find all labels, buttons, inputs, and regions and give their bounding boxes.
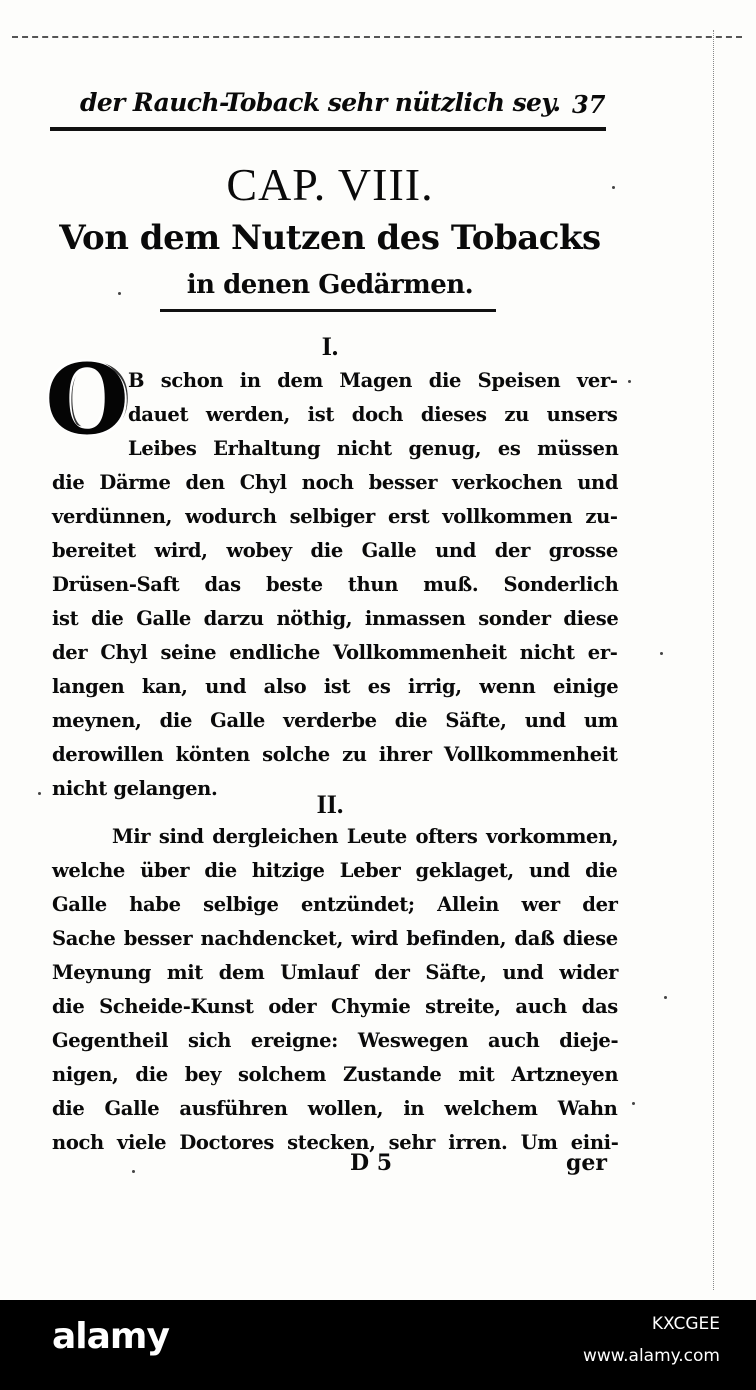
text-line: meynen, die Galle verderbe die Säfte, und um — [52, 709, 618, 732]
drop-cap-letter: O — [45, 343, 129, 456]
watermark-logo: alamy — [52, 1316, 169, 1357]
text-line: langen kan, und also ist es irrig, wenn einige — [52, 675, 619, 698]
text-line: Galle habe selbige entzündet; Allein wer der — [52, 893, 618, 916]
chapter-heading: CAP. VIII. — [226, 159, 434, 210]
section-number-2: II. — [316, 790, 344, 819]
text-line: die Därme den Chyl noch besser verkochen und — [52, 471, 619, 494]
watermark-url: www.alamy.com — [582, 1346, 720, 1366]
ink-speck — [38, 792, 41, 795]
scan-right-edge — [713, 30, 714, 1290]
text-line: Meynung mit dem Umlauf der Säfte, und wider — [52, 961, 619, 984]
text-line: bereitet wird, wobey die Galle und der grosse — [52, 539, 618, 562]
ink-speck — [632, 1102, 635, 1105]
page-number: 37 — [572, 90, 606, 119]
text-line: Drüsen-Saft das beste thun muß. Sonderlich — [52, 573, 619, 596]
ink-speck — [628, 380, 631, 383]
text-line: Sache besser nachdencket, wird befinden, daß diese — [52, 927, 618, 950]
image-code: KXCGEE — [651, 1314, 720, 1334]
text-line: die Galle ausführen wollen, in welchem Wahn — [52, 1097, 618, 1120]
text-line: dauet werden, ist doch dieses zu unsers — [128, 403, 618, 426]
text-line: derowillen könten solche zu ihrer Vollkommenheit — [52, 743, 618, 766]
title-rule — [160, 309, 496, 312]
text-line: Leibes Erhaltung nicht genug, es müssen — [128, 437, 619, 460]
chapter-title-line-2: in denen Gedärmen. — [186, 270, 474, 300]
ink-speck — [612, 186, 615, 189]
text-line: ist die Galle darzu nöthig, inmassen sonder diese — [52, 607, 619, 630]
signature-mark: D 5 — [350, 1150, 393, 1176]
drop-cap — [45, 343, 129, 456]
ink-speck — [118, 292, 121, 295]
header-rule — [50, 127, 606, 131]
section-number-1: I. — [321, 332, 339, 361]
text-line: B schon in dem Magen die Speisen ver- — [128, 369, 618, 392]
text-line: der Chyl seine endliche Vollkommenheit nicht er- — [52, 641, 618, 664]
text-line: noch viele Doctores stecken, sehr irren. Um eini- — [52, 1131, 619, 1154]
text-line: Gegentheil sich ereigne: Weswegen auch dieje- — [52, 1029, 619, 1052]
ink-speck — [132, 1170, 135, 1173]
text-line: die Scheide-Kunst oder Chymie streite, auch das — [52, 995, 618, 1018]
text-line: verdünnen, wodurch selbiger erst vollkommen zu- — [52, 505, 618, 528]
text-line: Mir sind dergleichen Leute ofters vorkommen, — [112, 825, 619, 848]
scan-top-edge — [12, 36, 742, 38]
running-head: der Rauch-Toback sehr nützlich sey. — [80, 88, 561, 117]
catchword: ger — [566, 1150, 607, 1176]
ink-speck — [660, 652, 663, 655]
chapter-title-line-1: Von dem Nutzen des Tobacks — [59, 218, 601, 258]
text-line: welche über die hitzige Leber geklaget, und die — [52, 859, 618, 882]
text-line: nicht gelangen. — [52, 777, 218, 800]
text-line: nigen, die bey solchem Zustande mit Artzneyen — [52, 1063, 619, 1086]
ink-speck — [664, 996, 667, 999]
